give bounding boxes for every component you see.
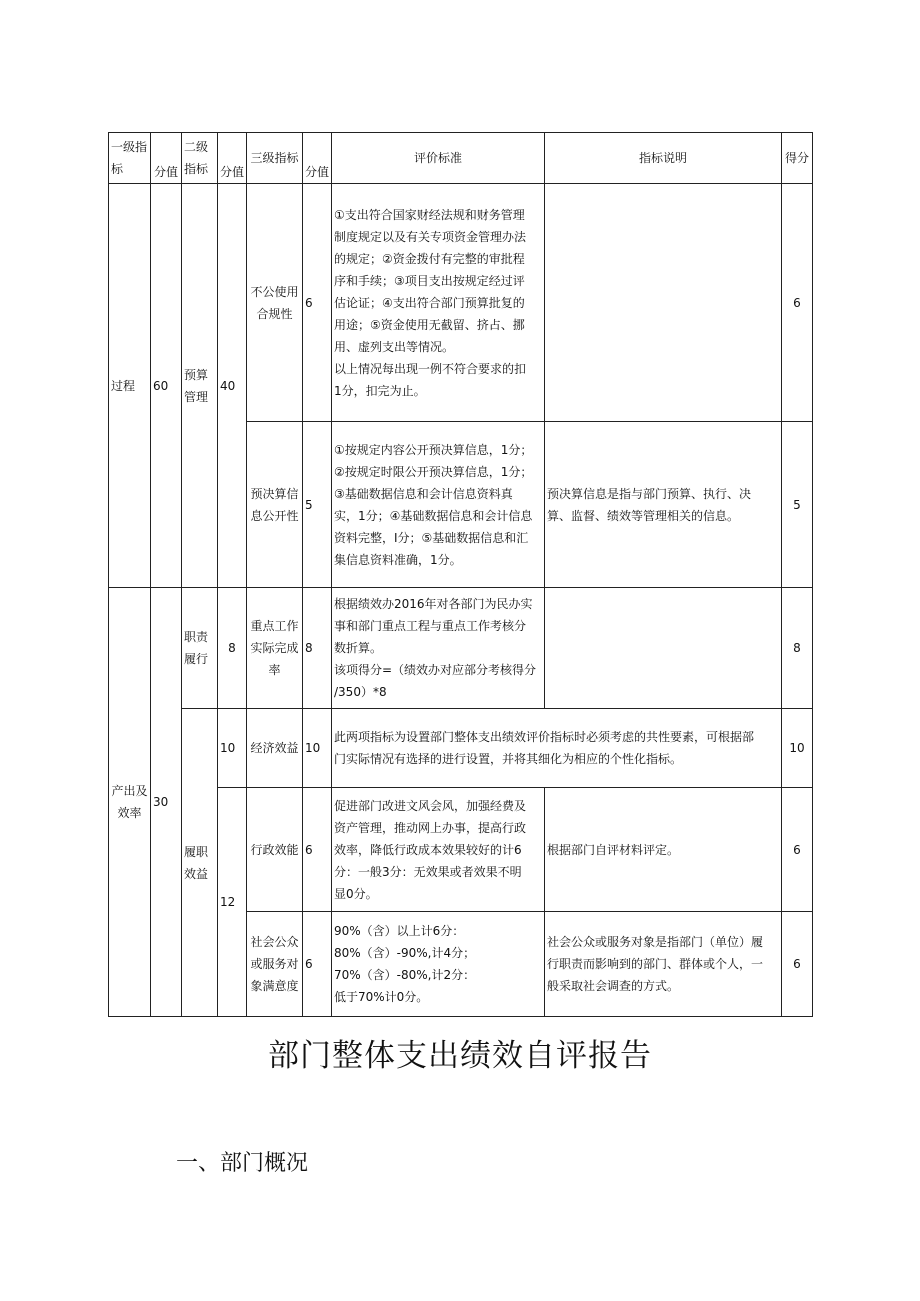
result-admin: 6 xyxy=(782,788,813,912)
desc-compliance xyxy=(545,184,782,422)
header-score1: 分值 xyxy=(151,133,182,184)
result-econ: 10 xyxy=(782,709,813,788)
l3-disclosure: 预决算信息公开性 xyxy=(247,422,303,588)
table-row xyxy=(109,588,813,709)
criteria-admin: 促进部门改进文风会风，加强经费及 资产管理，推动网上办事，提高行政 效率，降低行政成本效果较好的计6 分：一般3分：无效果或者效果不明 显0分。 xyxy=(332,788,545,912)
desc-disclosure: 预决算信息是指与部门预算、执行、决 算、监督、绩效等管理相关的信息。 xyxy=(545,422,782,588)
header-criteria: 评价标准 xyxy=(332,133,545,184)
score3-admin: 6 xyxy=(303,788,332,912)
criteria-compliance: ①支出符合国家财经法规和财务管理 制度规定以及有关专项资金管理办法 的规定；②资金拨付有完整的审批程 序和手续；③项目支出按规定经过评 估论证；④支出符合部门预算批复的 用途；⑤资金使用无截留、挤占、挪 用、虚列支出等情况。 以上情况每出现一例不符合要求的扣 1分，扣完为止。 xyxy=(332,184,545,422)
l3-admin: 行政效能 xyxy=(247,788,303,912)
header-l1: 一级指标 xyxy=(109,133,151,184)
score1-process: 60 xyxy=(151,184,182,588)
score3-econ: 10 xyxy=(303,709,332,788)
table-row xyxy=(109,709,813,788)
l3-satisfaction: 社会公众或服务对象满意度 xyxy=(247,912,303,1017)
header-description: 指标说明 xyxy=(545,133,782,184)
result-compliance: 6 xyxy=(782,184,813,422)
l2-duty: 职责履行 xyxy=(182,588,218,709)
criteria-disclosure: ①按规定内容公开预决算信息，1分； ②按规定时限公开预决算信息，1分； ③基础数据信息和会计信息资料真 实，1分；④基础数据信息和会计信息 资料完整，I分；⑤基础数据信息和汇 集信息资料准确，1分。 xyxy=(332,422,545,588)
result-satisfaction: 6 xyxy=(782,912,813,1017)
result-key-work: 8 xyxy=(782,588,813,709)
desc-admin: 根据部门自评材料评定。 xyxy=(545,788,782,912)
l2-benefit: 履职效益 xyxy=(182,709,218,1017)
score2-budget: 40 xyxy=(218,184,247,588)
criteria-econ-merged: 此两项指标为设置部门整体支出绩效评价指标时必须考虑的共性要素，可根据部 门实际情况有选择的进行设置，并将其细化为相应的个性化指标。 xyxy=(332,709,782,788)
score2-duty: 8 xyxy=(218,588,247,709)
desc-satisfaction: 社会公众或服务对象是指部门（单位）履 行职责而影响到的部门、群体或个人，一 般采取社会调查的方式。 xyxy=(545,912,782,1017)
l1-output: 产出及效率 xyxy=(109,588,151,1017)
l3-key-work: 重点工作实际完成率 xyxy=(247,588,303,709)
score3-disclosure: 5 xyxy=(303,422,332,588)
l2-budget: 预算管理 xyxy=(182,184,218,588)
score2-econ: 10 xyxy=(218,709,247,788)
l3-compliance: 不公使用合规性 xyxy=(247,184,303,422)
evaluation-table xyxy=(108,132,813,1017)
score3-compliance: 6 xyxy=(303,184,332,422)
score1-output: 30 xyxy=(151,588,182,1017)
table-row xyxy=(109,184,813,422)
score3-key-work: 8 xyxy=(303,588,332,709)
header-l2: 二级指标 xyxy=(182,133,218,184)
criteria-key-work: 根据绩效办2016年对各部门为民办实 事和部门重点工程与重点工作考核分 数折算。 该项得分=（绩效办对应部分考核得分 /350）*8 xyxy=(332,588,545,709)
criteria-satisfaction: 90%（含）以上计6分： 80%（含）-90%,计4分； 70%（含）-80%,计2分： 低于70%计0分。 xyxy=(332,912,545,1017)
header-score3: 分值 xyxy=(303,133,332,184)
section-heading: 一、部门概况 xyxy=(176,1151,309,1176)
score3-satisfaction: 6 xyxy=(303,912,332,1017)
l3-econ: 经济效益 xyxy=(247,709,303,788)
header-l3: 三级指标 xyxy=(247,133,303,184)
desc-key-work xyxy=(545,588,782,709)
header-result: 得分 xyxy=(782,133,813,184)
table-header-row xyxy=(109,133,813,184)
l1-process: 过程 xyxy=(109,184,151,588)
score2-benefit-b: 12 xyxy=(218,788,247,1017)
header-score2: 分值 xyxy=(218,133,247,184)
result-disclosure: 5 xyxy=(782,422,813,588)
document-title: 部门整体支出绩效自评报告 xyxy=(268,1038,652,1074)
